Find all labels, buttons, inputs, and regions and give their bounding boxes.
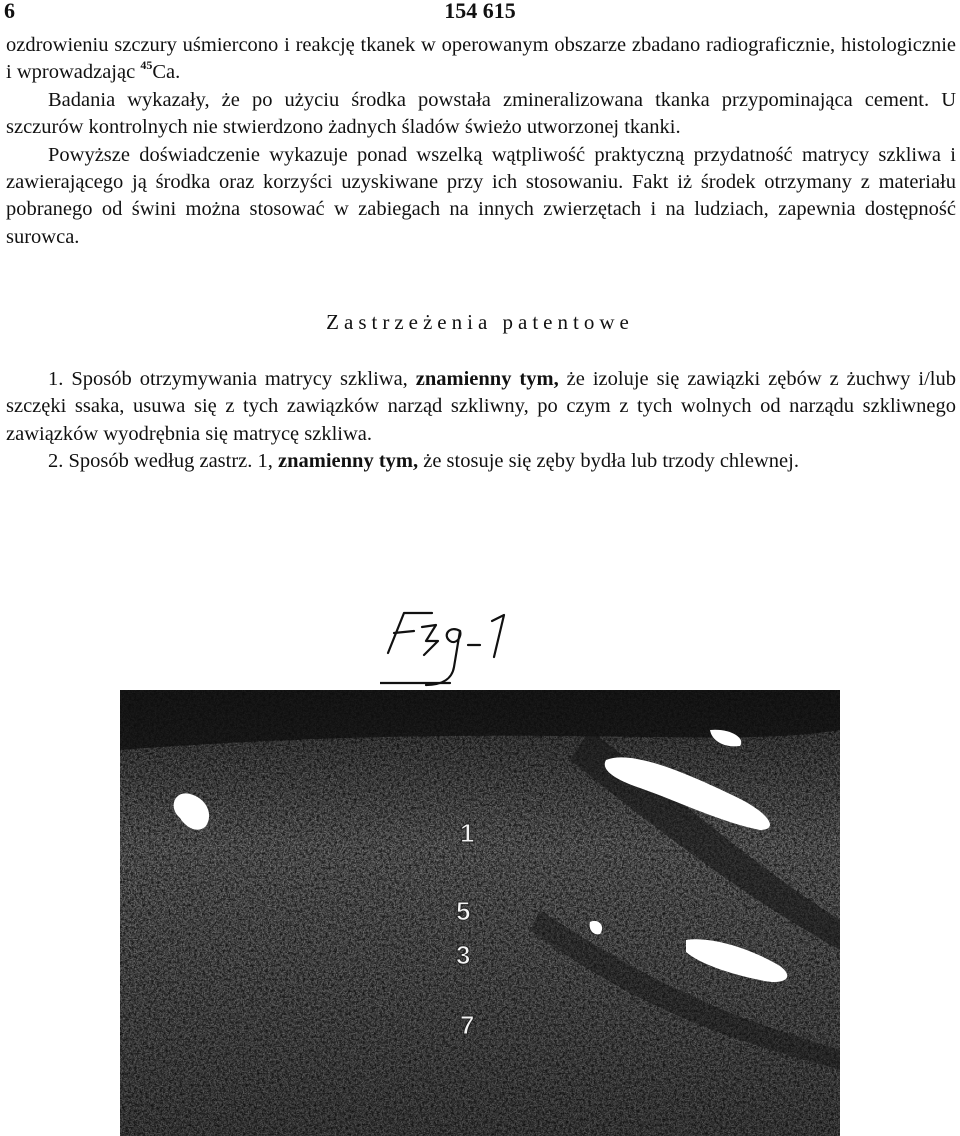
claim-2-body: że stosuje się zęby bydła lub trzody chlewnej. [418,450,799,473]
paragraph-1-text: ozdrowieniu szczury uśmiercono i reakcję tkanek w operowanym obszarze zbadano radiograficznie, histologicznie i wprowadzając [6,34,956,84]
region-label-3: 3 [456,940,471,970]
claim-2 [6,448,956,475]
page-number: 6 [4,0,15,23]
patent-number: 154 615 [444,0,516,23]
claim-1 [6,366,956,448]
body-text [6,32,956,251]
figure-caption-handwritten [380,605,540,695]
claim-1-keyword: znamienny tym, [415,368,559,390]
claim-2-lead: 2. Sposób według zastrz. 1, [48,450,279,473]
region-label-7: 7 [460,1010,475,1040]
paragraph-3: Powyższe doświadczenie wykazuje ponad wszelką wątpliwość praktyczną przydatność matrycy szkliwa i zawierającego ją środka oraz korzyści uzyskiwane przy ich stosowaniu. Fakt iż środek otrzymany z materiału pobranego od świni można stosować w zabiegach na innych zwierzętach i na ludziach, zapewnia dostępność surowca. [6,143,956,248]
paragraph-1-tail: Ca. [152,61,181,84]
paragraph-2: Badania wykazały, że po użyciu środka powstała zmineralizowana tkanka przypominająca cement. U szczurów kontrolnych nie stwierdzono żadnych śladów świeżo utworzonej tkanki. [6,88,956,139]
claim-1-body: że izoluje się zawiązki zębów z żuchwy i/lub szczęki ssaka, usuwa się z tych zawiązków narząd szkliwny, po czym z tych wolnych od narządu szkliwnego zawiązków wyodrębnia się matrycę szkliwa. [6,368,956,445]
isotope-superscript: 45 [140,58,153,73]
claims-list [6,366,956,476]
claim-2-keyword: znamienny tym, [278,450,419,473]
region-label-5: 5 [456,896,471,926]
region-label-1: 1 [460,818,475,848]
micrograph-figure [120,690,840,1136]
claim-1-lead: 1. Sposób otrzymywania matrycy szkliwa, [48,368,416,390]
paragraph-1 [6,32,956,87]
claims-title: Zastrzeżenia patentowe [326,310,634,334]
